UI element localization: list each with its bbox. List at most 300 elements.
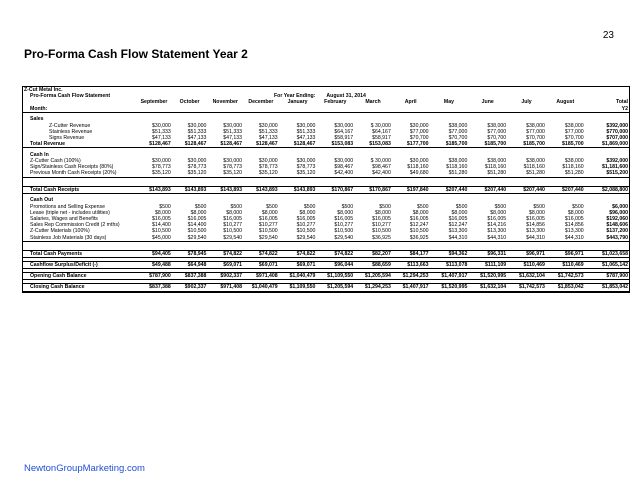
value-cell: $30,000 [334,122,354,129]
cash-out-row [23,235,629,242]
value-cell: $58,917 [334,134,354,141]
value-cell: $143,893 [172,186,208,193]
value-cell: $10,277 [223,222,243,229]
value-cell: $30,000 [296,122,316,129]
value-cell: $500 [341,203,354,210]
value-cell: $77,000 [526,128,545,135]
row-label: Salaries, Wages and Benefits [30,215,98,222]
value-cell: $47,133 [258,134,278,141]
row-label: Z-Cutter Cash (100%) [30,158,81,165]
value-cell: $30,000 [187,122,207,129]
month-header: March [365,99,381,106]
value-cell: $170,867 [354,186,392,193]
value-cell: $78,773 [152,164,171,171]
total-cash-receipts-row [23,186,629,193]
value-cell: $10,500 [334,228,354,235]
empty-cell [468,106,507,113]
value-cell: $69,071 [279,261,317,268]
value-cell: $1,294,253 [354,284,392,291]
value-cell: $30,000 [334,158,354,165]
empty-cell [507,106,546,113]
value-cell: $35,120 [136,170,172,177]
value-cell: $118,160 [446,164,468,171]
total-cell: $148,606 [606,222,628,229]
value-cell: $30,000 [152,122,171,129]
value-cell: $30,000 [223,122,243,129]
value-cell: $30,000 [187,158,207,165]
value-cell: $29,540 [207,235,243,242]
cash-flow-table [23,87,629,292]
value-cell: $35,120 [279,170,317,177]
value-cell: $143,893 [207,186,243,193]
month-header: May [443,99,454,106]
month-header: September [140,99,168,106]
value-cell: $29,540 [316,235,354,242]
row-label: Lease (triple net - includes utilities) [30,209,110,216]
page-number: 23 [602,30,614,41]
value-cell: $42,400 [316,170,354,177]
total-cell: $515,200 [585,170,629,177]
statement-name: Pro-Forma Cash Flow Statement [30,93,111,100]
value-cell: $902,337 [172,284,208,291]
section-heading: Sales [30,116,44,123]
value-cell: $118,160 [523,164,545,171]
empty-cell [392,106,430,113]
value-cell: $10,500 [296,228,316,235]
value-cell: $118,160 [407,164,429,171]
total-cell: $392,000 [606,158,628,165]
total-subheader: Y2 [585,106,629,113]
value-cell: $8,000 [154,209,171,216]
value-cell: $38,000 [487,122,507,129]
value-cell: $1,294,253 [392,273,430,280]
value-cell: $1,040,479 [243,284,279,291]
section-heading: Cash In [30,151,49,158]
total-cash-payments-row [23,250,629,257]
value-cell: $1,109,550 [279,284,317,291]
value-cell: $111,109 [468,261,507,268]
value-cell: $14,400 [152,222,171,229]
value-cell: $30,000 [258,158,278,165]
cash-flow-spreadsheet [22,86,630,293]
empty-cell [430,106,469,113]
row-label: Total Cash Payments [23,250,136,257]
value-cell: $1,205,594 [354,273,392,280]
value-cell: $96,044 [316,261,354,268]
value-cell: $16,005 [372,215,391,222]
total-cell: $96,000 [609,209,628,216]
value-cell: $500 [266,203,278,210]
month-header: July [521,99,532,106]
value-cell: $51,333 [152,128,171,135]
value-cell: $185,700 [546,141,585,148]
month-header: January [287,99,308,106]
empty-cell [546,106,585,113]
value-cell: $143,893 [279,186,317,193]
spacer-row [23,177,629,186]
value-cell: $51,333 [296,128,316,135]
month-header: June [481,99,494,106]
value-cell: $837,388 [172,273,208,280]
value-cell: $16,005 [152,215,171,222]
value-cell: $16,005 [564,215,584,222]
value-cell: $96,971 [546,250,585,257]
value-cell: $96,331 [468,250,507,257]
value-cell: $35,120 [172,170,208,177]
total-cell: $1,853,042 [585,284,629,291]
row-label: Previous Month Cash Receipts (20%) [23,170,136,177]
value-cell: $8,000 [226,209,243,216]
value-cell: $177,700 [392,141,430,148]
value-cell: $8,000 [261,209,278,216]
value-cell: $45,000 [136,235,172,242]
empty-cell [243,106,279,113]
spacer-row [23,241,629,250]
value-cell: $113,078 [430,261,469,268]
value-cell: $10,277 [258,222,278,229]
value-cell: $94,362 [430,250,469,257]
value-cell: $500 [159,203,171,210]
value-cell: $44,310 [507,235,546,242]
value-cell: $10,500 [223,228,243,235]
month-header: October [179,99,200,106]
closing-cash-row [23,284,629,291]
row-label: Cashflow Surplus/Deficit (-) [23,261,136,268]
value-cell: $30,000 [223,158,243,165]
row-label: Total Revenue [23,141,136,148]
value-cell: $500 [417,203,429,210]
total-cell: $6,000 [612,203,628,210]
value-cell: $10,500 [409,228,429,235]
value-cell: $78,773 [258,164,278,171]
value-cell: $500 [455,203,468,210]
value-cell: $207,440 [546,186,585,193]
value-cell: $96,971 [507,250,546,257]
value-cell: $1,407,917 [430,273,469,280]
value-cell: $70,700 [564,134,584,141]
value-cell: $82,207 [354,250,392,257]
value-cell: $38,000 [564,122,584,129]
value-cell: $64,167 [372,128,391,135]
row-label: Closing Cash Balance [23,284,136,291]
empty-cell [279,106,317,113]
value-cell: $94,405 [136,250,172,257]
row-label: Z-Cutter Revenue [49,122,91,129]
row-label: Stainless Job Materials (30 days) [23,235,136,242]
value-cell: $47,133 [187,134,207,141]
cashflow-surplus-row [23,261,629,268]
total-cell: $1,869,000 [585,141,629,148]
value-cell: $84,177 [392,250,430,257]
row-label: Sign/Stainless Cash Receipts (80%) [30,164,114,171]
value-cell: $500 [379,203,391,210]
value-cell: $128,467 [136,141,172,148]
total-cell: $443,790 [585,235,629,242]
total-header: Total [615,99,628,106]
value-cell: $13,300 [487,228,507,235]
value-cell: $128,467 [207,141,243,148]
value-cell: $10,500 [187,228,207,235]
month-header: August [556,99,575,106]
value-cell: $207,440 [507,186,546,193]
value-cell: $78,773 [296,164,316,171]
value-cell: $51,280 [546,170,585,177]
value-cell: $35,120 [243,170,279,177]
value-cell: $70,700 [448,134,468,141]
value-cell: $16,005 [296,215,316,222]
empty-cell [354,106,392,113]
value-cell: $69,071 [207,261,243,268]
total-cell: $1,065,142 [585,261,629,268]
value-cell: $38,000 [526,158,545,165]
value-cell: $8,000 [337,209,354,216]
value-cell: $64,948 [172,261,208,268]
value-cell: $47,133 [152,134,171,141]
row-label: Total Cash Receipts [23,186,136,193]
value-cell: $13,300 [564,228,584,235]
section-heading: Cash Out [30,197,54,204]
empty-cell [316,106,354,113]
value-cell: $70,700 [409,134,429,141]
opening-cash-row [23,273,629,280]
total-cell: $707,000 [606,134,628,141]
value-cell: $1,742,573 [507,284,546,291]
value-cell: $153,083 [354,141,392,148]
month-header: April [404,99,417,106]
value-cell: $207,440 [430,186,469,193]
month-header: November [212,99,238,106]
value-cell: $70,700 [526,134,545,141]
value-cell: $30,000 [296,158,316,165]
total-cell: $1,023,658 [585,250,629,257]
value-cell: $49,680 [392,170,430,177]
total-cell: $2,088,800 [585,186,629,193]
value-cell: $36,925 [354,235,392,242]
row-label: Opening Cash Balance [23,273,136,280]
total-cell: $770,000 [606,128,628,135]
total-cell: $1,181,600 [602,164,628,171]
value-cell: $185,700 [507,141,546,148]
value-cell: $ 30,000 [370,158,391,165]
value-cell: $51,333 [187,128,207,135]
cash-in-row [23,170,629,177]
value-cell: $1,632,104 [468,284,507,291]
value-cell: $500 [494,203,507,210]
value-cell: $207,440 [468,186,507,193]
row-label: Signs Revenue [49,134,85,141]
value-cell: $1,632,104 [507,273,546,280]
page-title: Pro-Forma Cash Flow Statement Year 2 [24,47,248,61]
value-cell: $8,000 [451,209,468,216]
value-cell: $170,867 [316,186,354,193]
total-cell: $787,900 [585,273,629,280]
period-label: For Year Ending: [273,93,316,100]
value-cell: $143,893 [136,186,172,193]
period-date: August 31, 2014 [326,93,366,100]
month-header: February [324,99,347,106]
value-cell: $29,540 [172,235,208,242]
value-cell: $128,467 [172,141,208,148]
value-cell: $1,520,995 [468,273,507,280]
value-cell: $971,408 [207,284,243,291]
value-cell: $58,917 [372,134,391,141]
value-cell: $74,822 [279,250,317,257]
value-cell: $16,005 [187,215,207,222]
value-cell: $16,005 [487,215,507,222]
value-cell: $10,500 [258,228,278,235]
value-cell: $500 [533,203,545,210]
value-cell: $10,277 [296,222,316,229]
value-cell: $16,005 [448,215,468,222]
value-cell: $44,310 [546,235,585,242]
sales-row [23,141,629,148]
value-cell: $110,469 [507,261,546,268]
value-cell: $51,280 [430,170,469,177]
value-cell: $8,000 [374,209,391,216]
value-cell: $1,853,042 [546,284,585,291]
value-cell: $77,000 [564,128,584,135]
value-cell: $1,040,479 [279,273,317,280]
empty-cell [136,106,172,113]
value-cell: $ 30,000 [370,122,391,129]
value-cell: $185,700 [430,141,469,148]
row-label: Z-Cutter Materials (100%) [30,228,90,235]
value-cell: $10,277 [334,222,354,229]
value-cell: $47,133 [296,134,316,141]
value-cell: $30,000 [152,158,171,165]
value-cell: $88,659 [354,261,392,268]
value-cell: $14,216 [487,222,507,229]
value-cell: $118,160 [484,164,507,171]
value-cell: $51,333 [258,128,278,135]
row-label: Promotions and Selling Expense [30,203,105,210]
row-label: Sales Rep Commission Credit (2 mths) [30,222,120,229]
value-cell: $38,000 [448,158,468,165]
value-cell: $1,520,995 [430,284,469,291]
spacer-cell [23,241,629,250]
total-cell: $192,060 [606,215,628,222]
value-cell: $500 [230,203,243,210]
value-cell: $77,000 [409,128,429,135]
value-cell: $29,540 [243,235,279,242]
value-cell: $12,247 [448,222,468,229]
value-cell: $77,000 [448,128,468,135]
month-label: Month: [23,106,136,113]
spacer-cell [23,177,629,186]
value-cell: $98,467 [334,164,354,171]
value-cell: $74,822 [316,250,354,257]
row-label: Stainless Revenue [49,128,93,135]
value-cell: $47,133 [223,134,243,141]
value-cell: $49,488 [136,261,172,268]
value-cell: $69,071 [243,261,279,268]
value-cell: $38,000 [487,158,507,165]
value-cell: $51,280 [507,170,546,177]
value-cell: $118,160 [562,164,584,171]
empty-cell [172,106,208,113]
value-cell: $16,005 [223,215,243,222]
value-cell: $113,663 [392,261,430,268]
total-cell: $392,000 [606,122,628,129]
value-cell: $16,005 [526,215,545,222]
value-cell: $78,945 [172,250,208,257]
value-cell: $16,005 [409,215,429,222]
value-cell: $13,300 [526,228,545,235]
value-cell: $10,277 [372,222,391,229]
value-cell: $38,000 [448,122,468,129]
value-cell: $8,000 [567,209,584,216]
value-cell: $1,407,917 [392,284,430,291]
value-cell: $44,310 [468,235,507,242]
value-cell: $971,408 [243,273,279,280]
value-cell: $44,310 [430,235,469,242]
value-cell: $30,000 [409,122,429,129]
value-cell: $42,400 [354,170,392,177]
value-cell: $14,856 [526,222,545,229]
value-cell: $110,469 [546,261,585,268]
empty-cell [207,106,243,113]
footer-website-link[interactable]: NewtonGroupMarketing.com [24,463,145,474]
value-cell: $837,388 [136,284,172,291]
value-cell: $500 [572,203,584,210]
value-cell: $13,300 [448,228,468,235]
value-cell: $500 [303,203,316,210]
value-cell: $51,333 [223,128,243,135]
value-cell: $16,005 [258,215,278,222]
value-cell: $12,247 [409,222,429,229]
value-cell: $8,000 [299,209,316,216]
value-cell: $16,005 [334,215,354,222]
value-cell: $30,000 [409,158,429,165]
value-cell: $98,467 [372,164,391,171]
value-cell: $30,000 [258,122,278,129]
month-label-row [23,106,629,113]
value-cell: $128,467 [243,141,279,148]
value-cell: $1,742,573 [546,273,585,280]
value-cell: $38,000 [526,122,545,129]
value-cell: $197,840 [392,186,430,193]
value-cell: $8,000 [529,209,545,216]
value-cell: $185,700 [468,141,507,148]
value-cell: $10,500 [152,228,171,235]
value-cell: $38,000 [564,158,584,165]
value-cell: $36,925 [392,235,430,242]
value-cell: $29,540 [279,235,317,242]
company-name: Z-Cut Metal Inc. [24,87,63,93]
value-cell: $78,773 [223,164,243,171]
value-cell: $787,900 [136,273,172,280]
value-cell: $14,400 [187,222,207,229]
value-cell: $51,280 [468,170,507,177]
value-cell: $14,856 [564,222,584,229]
value-cell: $70,700 [487,134,507,141]
value-cell: $1,109,550 [316,273,354,280]
value-cell: $64,167 [334,128,354,135]
value-cell: $8,000 [490,209,507,216]
value-cell: $1,205,594 [316,284,354,291]
value-cell: $143,893 [243,186,279,193]
value-cell: $78,773 [187,164,207,171]
total-cell: $137,200 [606,228,628,235]
value-cell: $74,822 [207,250,243,257]
value-cell: $500 [194,203,207,210]
value-cell: $128,467 [279,141,317,148]
value-cell: $35,120 [207,170,243,177]
value-cell: $10,500 [372,228,391,235]
value-cell: $74,822 [243,250,279,257]
value-cell: $8,000 [190,209,207,216]
value-cell: $153,083 [316,141,354,148]
